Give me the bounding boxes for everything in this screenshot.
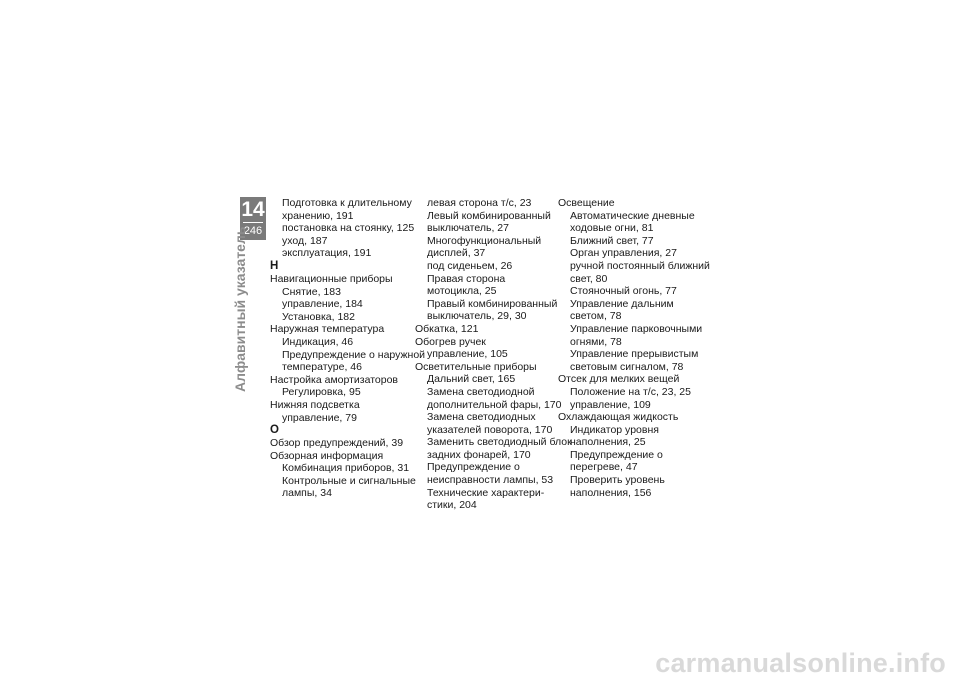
index-subentry: световым сигналом, 78 — [570, 360, 684, 373]
index-subentry: Индикация, 46 — [282, 335, 354, 348]
index-subentry: Индикатор уровня — [570, 423, 659, 436]
index-subentry: неисправности лампы, 53 — [427, 474, 554, 487]
index-subentry: Левый комбинированный — [427, 209, 551, 222]
index-subentry: Регулировка, 95 — [282, 386, 361, 399]
index-subentry: наполнения, 156 — [570, 486, 652, 499]
watermark-footer[interactable]: carmanualsonline.info — [655, 648, 946, 678]
index-entry: Обогрев ручек — [415, 335, 486, 348]
index-subentry: Управление дальним — [570, 297, 674, 310]
index-subentry: указателей поворота, 170 — [427, 423, 553, 436]
index-column-3 — [558, 197, 710, 499]
index-subentry: стики, 204 — [427, 499, 477, 512]
section-title: Алфавитный указатель — [232, 226, 248, 392]
index-subentry: светом, 78 — [570, 310, 622, 323]
index-entry: Обзорная информация — [270, 449, 384, 462]
index-subentry: ручной постоянный ближний — [570, 259, 710, 272]
index-subentry: Автоматические дневные — [570, 209, 695, 222]
index-subentry: Технические характери- — [427, 486, 545, 499]
index-column-1 — [270, 197, 426, 500]
index-subentry: Ближний свет, 77 — [570, 234, 654, 247]
index-subentry: Комбинация приборов, 31 — [282, 462, 410, 475]
index-subentry: Контрольные и сигнальные — [282, 474, 416, 487]
index-subentry: управление, 184 — [282, 298, 363, 311]
index-subentry: Установка, 182 — [282, 310, 355, 323]
index-subentry: управление, 109 — [570, 398, 651, 411]
index-letter-heading: Н — [270, 259, 279, 272]
index-subentry: Предупреждение о — [570, 448, 663, 461]
index-entry: Охлаждающая жидкость — [558, 411, 679, 424]
index-subentry: дополнительной фары, 170 — [427, 398, 562, 411]
index-entry: Обзор предупреждений, 39 — [270, 437, 404, 450]
index-subentry: эксплуатация, 191 — [282, 247, 372, 260]
page-number: 246 — [243, 225, 263, 237]
index-entry: Настройка амортизаторов — [270, 373, 398, 386]
index-subentry: хранению, 191 — [282, 209, 354, 222]
index-entry: Обкатка, 121 — [415, 322, 479, 335]
index-letter-heading: О — [270, 424, 279, 437]
index-subentry: Положение на т/с, 23, 25 — [570, 385, 691, 398]
index-subentry: Замена светодиодной — [427, 385, 535, 398]
index-subentry: под сиденьем, 26 — [427, 259, 513, 272]
index-subentry: огнями, 78 — [570, 335, 622, 348]
index-subentry: Снятие, 183 — [282, 285, 341, 298]
index-subentry: Стояночный огонь, 77 — [570, 285, 677, 298]
index-column-2 — [415, 197, 572, 512]
index-subentry: Предупреждение о наружной — [282, 348, 426, 361]
index-subentry: Управление парковочными — [570, 322, 703, 335]
index-subentry: левая сторона т/с, 23 — [427, 197, 532, 209]
index-subentry: Предупреждение о — [427, 461, 520, 474]
index-subentry: Управление прерывистым — [570, 348, 699, 361]
index-subentry: управление, 79 — [282, 411, 357, 424]
index-subentry: Многофункциональный — [427, 234, 542, 247]
index-subentry: Проверить уровень — [570, 474, 665, 487]
index-subentry: Правая сторона — [427, 272, 506, 285]
index-subentry: наполнения, 25 — [570, 436, 646, 449]
index-entry: Освещение — [558, 197, 615, 209]
chapter-divider — [243, 222, 263, 223]
index-subentry: мотоцикла, 25 — [427, 285, 497, 298]
index-subentry: Подготовка к длительному — [282, 197, 412, 209]
index-subentry: перегреве, 47 — [570, 461, 638, 474]
index-subentry: ходовые огни, 81 — [570, 222, 654, 235]
index-subentry: уход, 187 — [282, 234, 328, 247]
index-subentry: задних фонарей, 170 — [427, 448, 531, 461]
index-subentry: Орган управления, 27 — [570, 247, 677, 260]
index-subentry: постановка на стоянку, 125 — [282, 222, 415, 235]
index-subentry: Правый комбинированный — [427, 297, 558, 310]
index-subentry: свет, 80 — [570, 272, 608, 285]
index-subentry: Замена светодиодных — [427, 411, 536, 424]
index-subentry: выключатель, 27 — [427, 222, 509, 235]
index-subentry: выключатель, 29, 30 — [427, 310, 527, 323]
chapter-number: 14 — [241, 198, 265, 221]
index-subentry: температуре, 46 — [282, 361, 362, 374]
index-entry: Наружная температура — [270, 323, 385, 336]
index-entry: Осветительные приборы — [415, 360, 537, 373]
index-subentry: управление, 105 — [427, 348, 508, 361]
index-subentry: Дальний свет, 165 — [427, 373, 516, 386]
index-entry: Отсек для мелких вещей — [558, 373, 680, 386]
index-subentry: лампы, 34 — [282, 487, 332, 500]
index-subentry: Заменить светодиодный блок — [427, 436, 572, 449]
index-subentry: дисплей, 37 — [427, 247, 486, 260]
index-entry: Нижняя подсветка — [270, 398, 360, 411]
index-entry: Навигационные приборы — [270, 272, 393, 285]
